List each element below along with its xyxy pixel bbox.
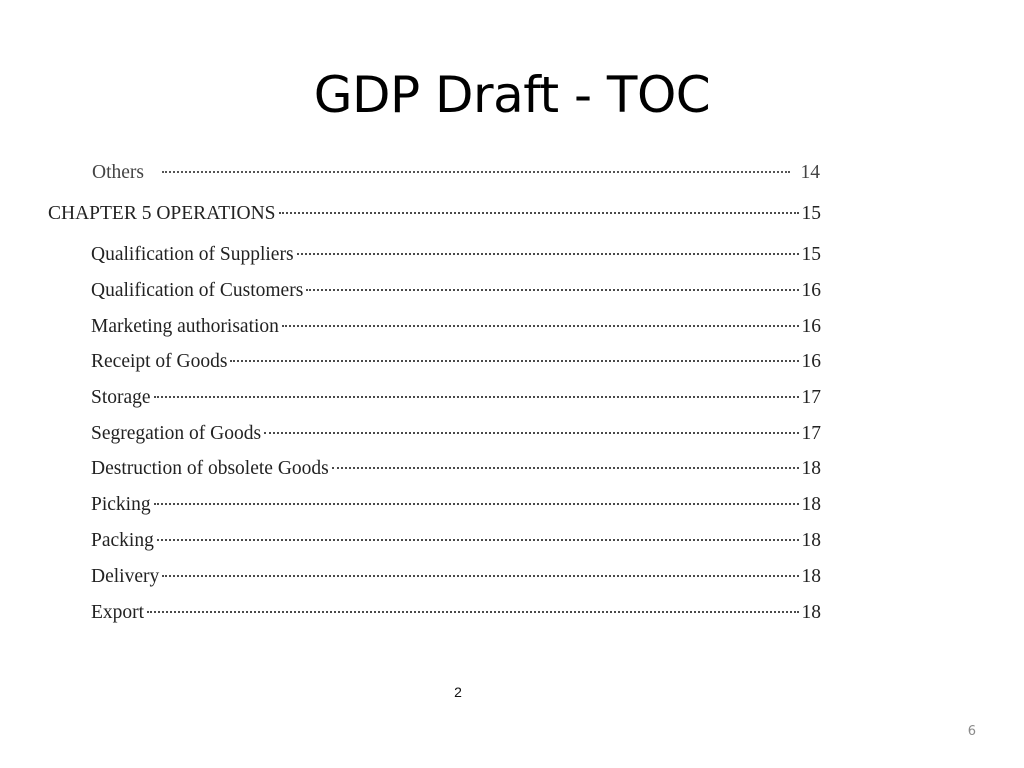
toc-entry	[91, 242, 821, 268]
toc-leader	[279, 212, 799, 214]
toc-entry-page: 18	[801, 530, 821, 551]
toc-entry	[91, 600, 821, 626]
toc-entry-page: 15	[801, 244, 821, 265]
toc-leader	[147, 611, 798, 613]
toc-leader	[154, 503, 799, 505]
toc-entry-page: 18	[801, 494, 821, 515]
toc-entry-title: Packing	[91, 530, 154, 551]
toc-entry-title: Picking	[91, 494, 151, 515]
toc-leader	[264, 432, 798, 434]
toc-entry	[91, 278, 821, 304]
toc-screenshot	[40, 162, 840, 642]
toc-entry	[91, 385, 821, 411]
toc-entry-page: 16	[801, 351, 821, 372]
toc-entry-page: 16	[801, 316, 821, 337]
slide-title: GDP Draft - TOC	[313, 66, 711, 124]
toc-leader	[157, 539, 799, 541]
toc-entry-title: Destruction of obsolete Goods	[91, 458, 329, 479]
toc-entry-title: Export	[91, 602, 145, 623]
chapter-page: 15	[801, 203, 821, 224]
toc-entry-title: Storage	[91, 387, 151, 408]
toc-leader	[332, 467, 799, 469]
toc-entry-page: 18	[801, 566, 821, 587]
toc-entry-title: Qualification of Customers	[91, 280, 304, 301]
toc-entry-title: Delivery	[91, 566, 160, 587]
toc-entry	[91, 492, 821, 518]
toc-entry-title: Marketing authorisation	[91, 316, 279, 337]
slide-number: 6	[967, 724, 976, 739]
toc-leader	[282, 325, 799, 327]
toc-leader	[162, 575, 798, 577]
cutoff-entry-page: 14	[800, 162, 820, 180]
toc-entry	[91, 421, 821, 447]
toc-entry-page: 18	[801, 458, 821, 479]
chapter-title: CHAPTER 5 OPERATIONS	[48, 203, 276, 224]
toc-entry	[91, 564, 821, 590]
toc-entry-page: 18	[801, 602, 821, 623]
toc-leader	[154, 396, 799, 398]
toc-cutoff-entry	[92, 162, 820, 180]
toc-entry-page: 17	[801, 423, 821, 444]
toc-entry-title: Receipt of Goods	[91, 351, 228, 372]
toc-leader	[297, 253, 799, 255]
toc-entry-title: Segregation of Goods	[91, 423, 262, 444]
toc-leader	[230, 360, 798, 362]
toc-leader	[306, 289, 798, 291]
toc-entry	[91, 456, 821, 482]
toc-entry-title: Qualification of Suppliers	[91, 244, 294, 265]
toc-entry	[91, 528, 821, 554]
toc-chapter-row	[48, 201, 821, 227]
toc-entry-page: 16	[801, 280, 821, 301]
toc-entry-page: 17	[801, 387, 821, 408]
cutoff-leader	[162, 171, 790, 173]
toc-entry	[91, 314, 821, 340]
toc-entry	[91, 349, 821, 375]
document-page-number: 2	[454, 684, 462, 700]
cutoff-entry-title: Others	[92, 162, 144, 180]
